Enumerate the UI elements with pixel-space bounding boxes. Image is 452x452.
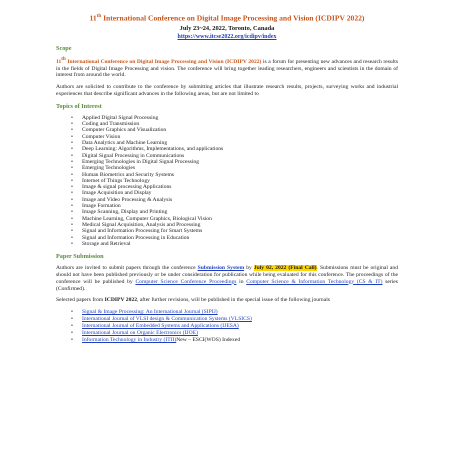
submission-heading: Paper Submission <box>56 253 104 261</box>
topic-item: • Signal and Information Processing for Smart Systems <box>82 228 398 234</box>
scope-heading: Scope <box>56 45 72 53</box>
journals-list <box>56 309 398 344</box>
topic-item: • Computer Graphics and Visualization <box>82 127 398 133</box>
selected-papers-paragraph: Selected papers from ICDIPV 2022, after further revisions, will be published in the special issue of the following journals <box>56 297 330 304</box>
topics-list <box>56 115 398 247</box>
topic-item: • Human Biometrics and Security Systems <box>82 172 398 178</box>
deadline-highlight: July 02, 2022 (Final Call) <box>253 265 317 272</box>
journal-index-note: New – ESCI(WOS) Indexed <box>176 337 241 344</box>
submission-paragraph: Authors are invited to submit papers through the conference Submission System by July 02, 2022 (Final Call). Submissions must be original and should not have been published previously or be under consideration for publication while being evaluated for this conference. The proceedings of the conference will be published by Computer Science Conference Proceedings in Computer Science & Information Technology (CS & IT) series (Confirmed). <box>56 265 399 292</box>
topic-item: • Machine Learning, Computer Graphics, Biological Vision <box>82 216 398 222</box>
topic-item: • Medical Signal Acquisition, Analysis and Processing <box>82 222 398 228</box>
topic-item: • Coding and Transmission <box>82 121 398 127</box>
topic-item: • Emerging Technologies in Digital Signal Processing <box>82 159 398 165</box>
topic-item: • Internet of Things Technology <box>82 178 398 184</box>
csit-series-link[interactable]: Computer Science & Information Technology (CS & IT) <box>246 278 383 285</box>
journal-link[interactable]: International Journal on Organic Electronics (IJOE) <box>82 330 198 337</box>
topic-item: • Image and Video Processing & Analysis <box>82 197 398 203</box>
proceedings-link[interactable]: Computer Science Conference Proceedings <box>135 278 237 285</box>
topic-item: • Digital Signal Processing in Communications <box>82 153 398 159</box>
scope-solicitation-paragraph: Authors are solicited to contribute to the conference by submitting articles that illustrate research results, projects, surveying works and industrial experiences that describe significant advances in the following areas, but are not limited to <box>56 84 398 98</box>
journal-link[interactable]: Signal & Image Processing: An International Journal (SIPIJ) <box>82 309 218 316</box>
topic-item: • Emerging Technologies <box>82 165 398 171</box>
conference-url-link[interactable]: https://www.itcse2022.org/icdipv/index <box>177 34 277 41</box>
journal-link[interactable]: International Journal of VLSI design & Communication Systems (VLSICS) <box>82 316 252 323</box>
topic-item: • Image Scanning, Display and Printing <box>82 209 398 215</box>
submission-system-link[interactable]: Submission System <box>197 265 245 272</box>
topics-heading: Topics of Interest <box>56 102 102 110</box>
conference-dateline: July 23~24, 2022, Toronto, Canada <box>179 25 275 33</box>
journal-link[interactable]: Information Technology in Industry (ITII) <box>82 337 177 344</box>
topic-item: • Data Analytics and Machine Learning <box>82 140 398 146</box>
topic-item: • Image Acquisition and Display <box>82 190 398 196</box>
topic-item: • Storage and Retrieval <box>82 241 398 247</box>
topic-item: • Image & signal processing Applications <box>82 184 398 190</box>
journal-item <box>82 337 398 344</box>
topic-item: • Computer Vision <box>82 134 398 140</box>
topic-item: • Applied Digital Signal Processing <box>82 115 398 121</box>
topic-item: • Deep Learning: Algorithms, Implementations, and applications <box>82 146 398 152</box>
journal-link[interactable]: International Journal of Embedded Systems and Applications (IJESA) <box>82 323 239 330</box>
topic-item: • Image Formation <box>82 203 398 209</box>
scope-intro-paragraph: 11th International Conference on Digital Image Processing and Vision (ICDIPV 2022) is a forum for presenting new advances and research results in the fields of Digital Image Processing and vision. The conference will bring together leading researchers, engineers and scientists in the domain of interest from around the world. <box>56 57 398 79</box>
conference-title: 11th International Conference on Digital Image Processing and Vision (ICDIPV 2022) <box>89 13 365 23</box>
topic-item: • Signal and Information Processing in Education <box>82 235 398 241</box>
